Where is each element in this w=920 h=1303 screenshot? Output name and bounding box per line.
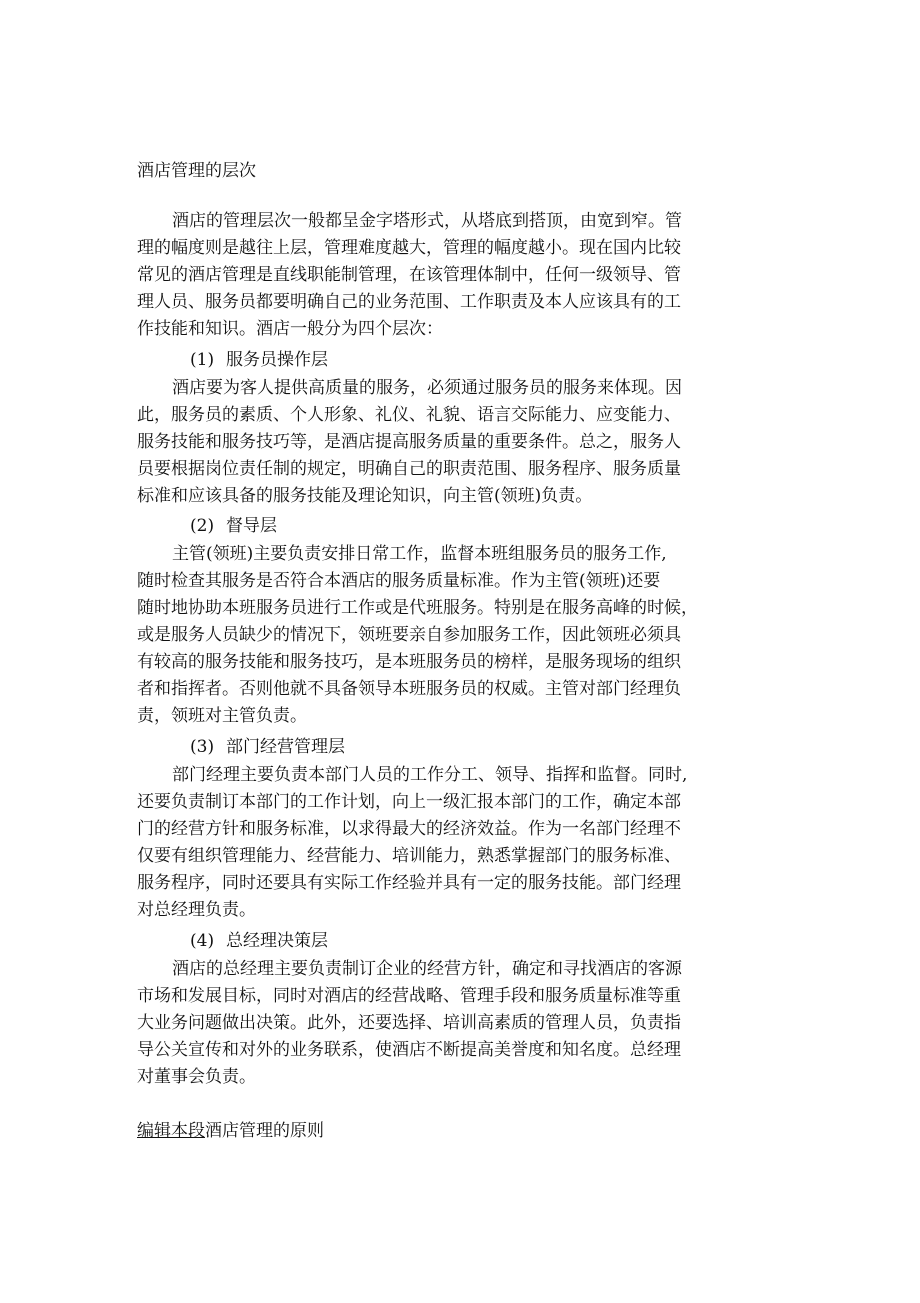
page-title: 酒店管理的层次 <box>137 161 256 181</box>
intro-line: 常见的酒店管理是直线职能制管理，在该管理体制中，任何一级领导、管 <box>137 265 681 285</box>
paragraph-line: 对总经理负责。 <box>137 900 256 920</box>
intro-line: 理的幅度则是越往上层，管理难度越大，管理的幅度越小。现在国内比较 <box>137 238 681 258</box>
paragraph-line: 门的经营方针和服务标准，以求得最大的经济效益。作为一名部门经理不 <box>137 819 681 839</box>
intro-line: 酒店的管理层次一般都呈金字塔形式，从塔底到搭顶，由宽到窄。管 <box>172 211 682 231</box>
section-heading-4 <box>190 929 328 953</box>
section-paragraph-4 <box>137 956 682 1091</box>
intro-line: 作技能和知识。酒店一般分为四个层次： <box>137 319 443 339</box>
paragraph-line: 员要根据岗位责任制的规定，明确自己的职责范围、服务程序、服务质量 <box>137 459 681 479</box>
paragraph-line: 或是服务人员缺少的情况下，领班要亲自参加服务工作，因此领班必须具 <box>137 625 681 645</box>
intro-line: 理人员、服务员都要明确自己的业务范围、工作职责及本人应该具有的工 <box>137 292 681 312</box>
next-section-heading <box>137 1119 324 1143</box>
paragraph-line: 市场和发展目标，同时对酒店的经营战略、管理手段和服务质量标准等重 <box>137 986 681 1006</box>
paragraph-line: 标准和应该具备的服务技能及理论知识，向主管(领班)负责。 <box>137 486 593 506</box>
paragraph-line: 责，领班对主管负责。 <box>137 706 307 726</box>
paragraph-line: 导公关宣传和对外的业务联系，使酒店不断提高美誉度和知名度。总经理 <box>137 1040 681 1060</box>
section-number: (2) <box>190 516 215 536</box>
section-paragraph-1 <box>137 375 682 510</box>
paragraph-line: 酒店的总经理主要负责制订企业的经营方针，确定和寻找酒店的客源 <box>172 959 682 979</box>
paragraph-line: 对董事会负责。 <box>137 1067 256 1087</box>
section-label: 督导层 <box>226 516 277 536</box>
section-heading-2 <box>190 514 277 538</box>
next-section-title: 酒店管理的原则 <box>205 1121 324 1141</box>
section-label: 总经理决策层 <box>226 931 328 951</box>
section-label: 部门经营管理层 <box>226 737 345 757</box>
paragraph-line: 有较高的服务技能和服务技巧，是本班服务员的榜样，是服务现场的组织 <box>137 652 681 672</box>
paragraph-line: 随时地协助本班服务员进行工作或是代班服务。特别是在服务高峰的时候， <box>137 598 698 618</box>
intro-paragraph <box>137 208 682 343</box>
paragraph-line: 还要负责制订本部门的工作计划，向上一级汇报本部门的工作，确定本部 <box>137 792 681 812</box>
paragraph-line: 服务程序，同时还要具有实际工作经验并具有一定的服务技能。部门经理 <box>137 873 681 893</box>
section-number: (3) <box>190 737 215 757</box>
paragraph-line: 主管(领班)主要负责安排日常工作，监督本班组服务员的服务工作, <box>172 544 667 564</box>
paragraph-line: 酒店要为客人提供高质量的服务，必须通过服务员的服务来体现。因 <box>172 378 682 398</box>
paragraph-line: 此，服务员的素质、个人形象、礼仪、礼貌、语言交际能力、应变能力、 <box>137 405 681 425</box>
section-paragraph-3 <box>137 762 688 924</box>
section-heading-1 <box>190 348 328 372</box>
section-paragraph-2 <box>137 541 698 730</box>
paragraph-line: 服务技能和服务技巧等，是酒店提高服务质量的重要条件。总之，服务人 <box>137 432 681 452</box>
section-label: 服务员操作层 <box>226 350 328 370</box>
paragraph-line: 部门经理主要负责本部门人员的工作分工、领导、指挥和监督。同时, <box>172 765 688 785</box>
paragraph-line: 仅要有组织管理能力、经营能力、培训能力，熟悉掌握部门的服务标准、 <box>137 846 681 866</box>
paragraph-line: 随时检查其服务是否符合本酒店的服务质量标准。作为主管(领班)还要 <box>137 571 661 591</box>
paragraph-line: 者和指挥者。否则他就不具备领导本班服务员的权威。主管对部门经理负 <box>137 679 681 699</box>
section-number: (4) <box>190 931 215 951</box>
edit-section-link[interactable]: 编辑本段 <box>137 1121 205 1141</box>
paragraph-line: 大业务问题做出决策。此外，还要选择、培训高素质的管理人员，负责指 <box>137 1013 681 1033</box>
section-heading-3 <box>190 735 345 759</box>
section-number: (1) <box>190 350 215 370</box>
